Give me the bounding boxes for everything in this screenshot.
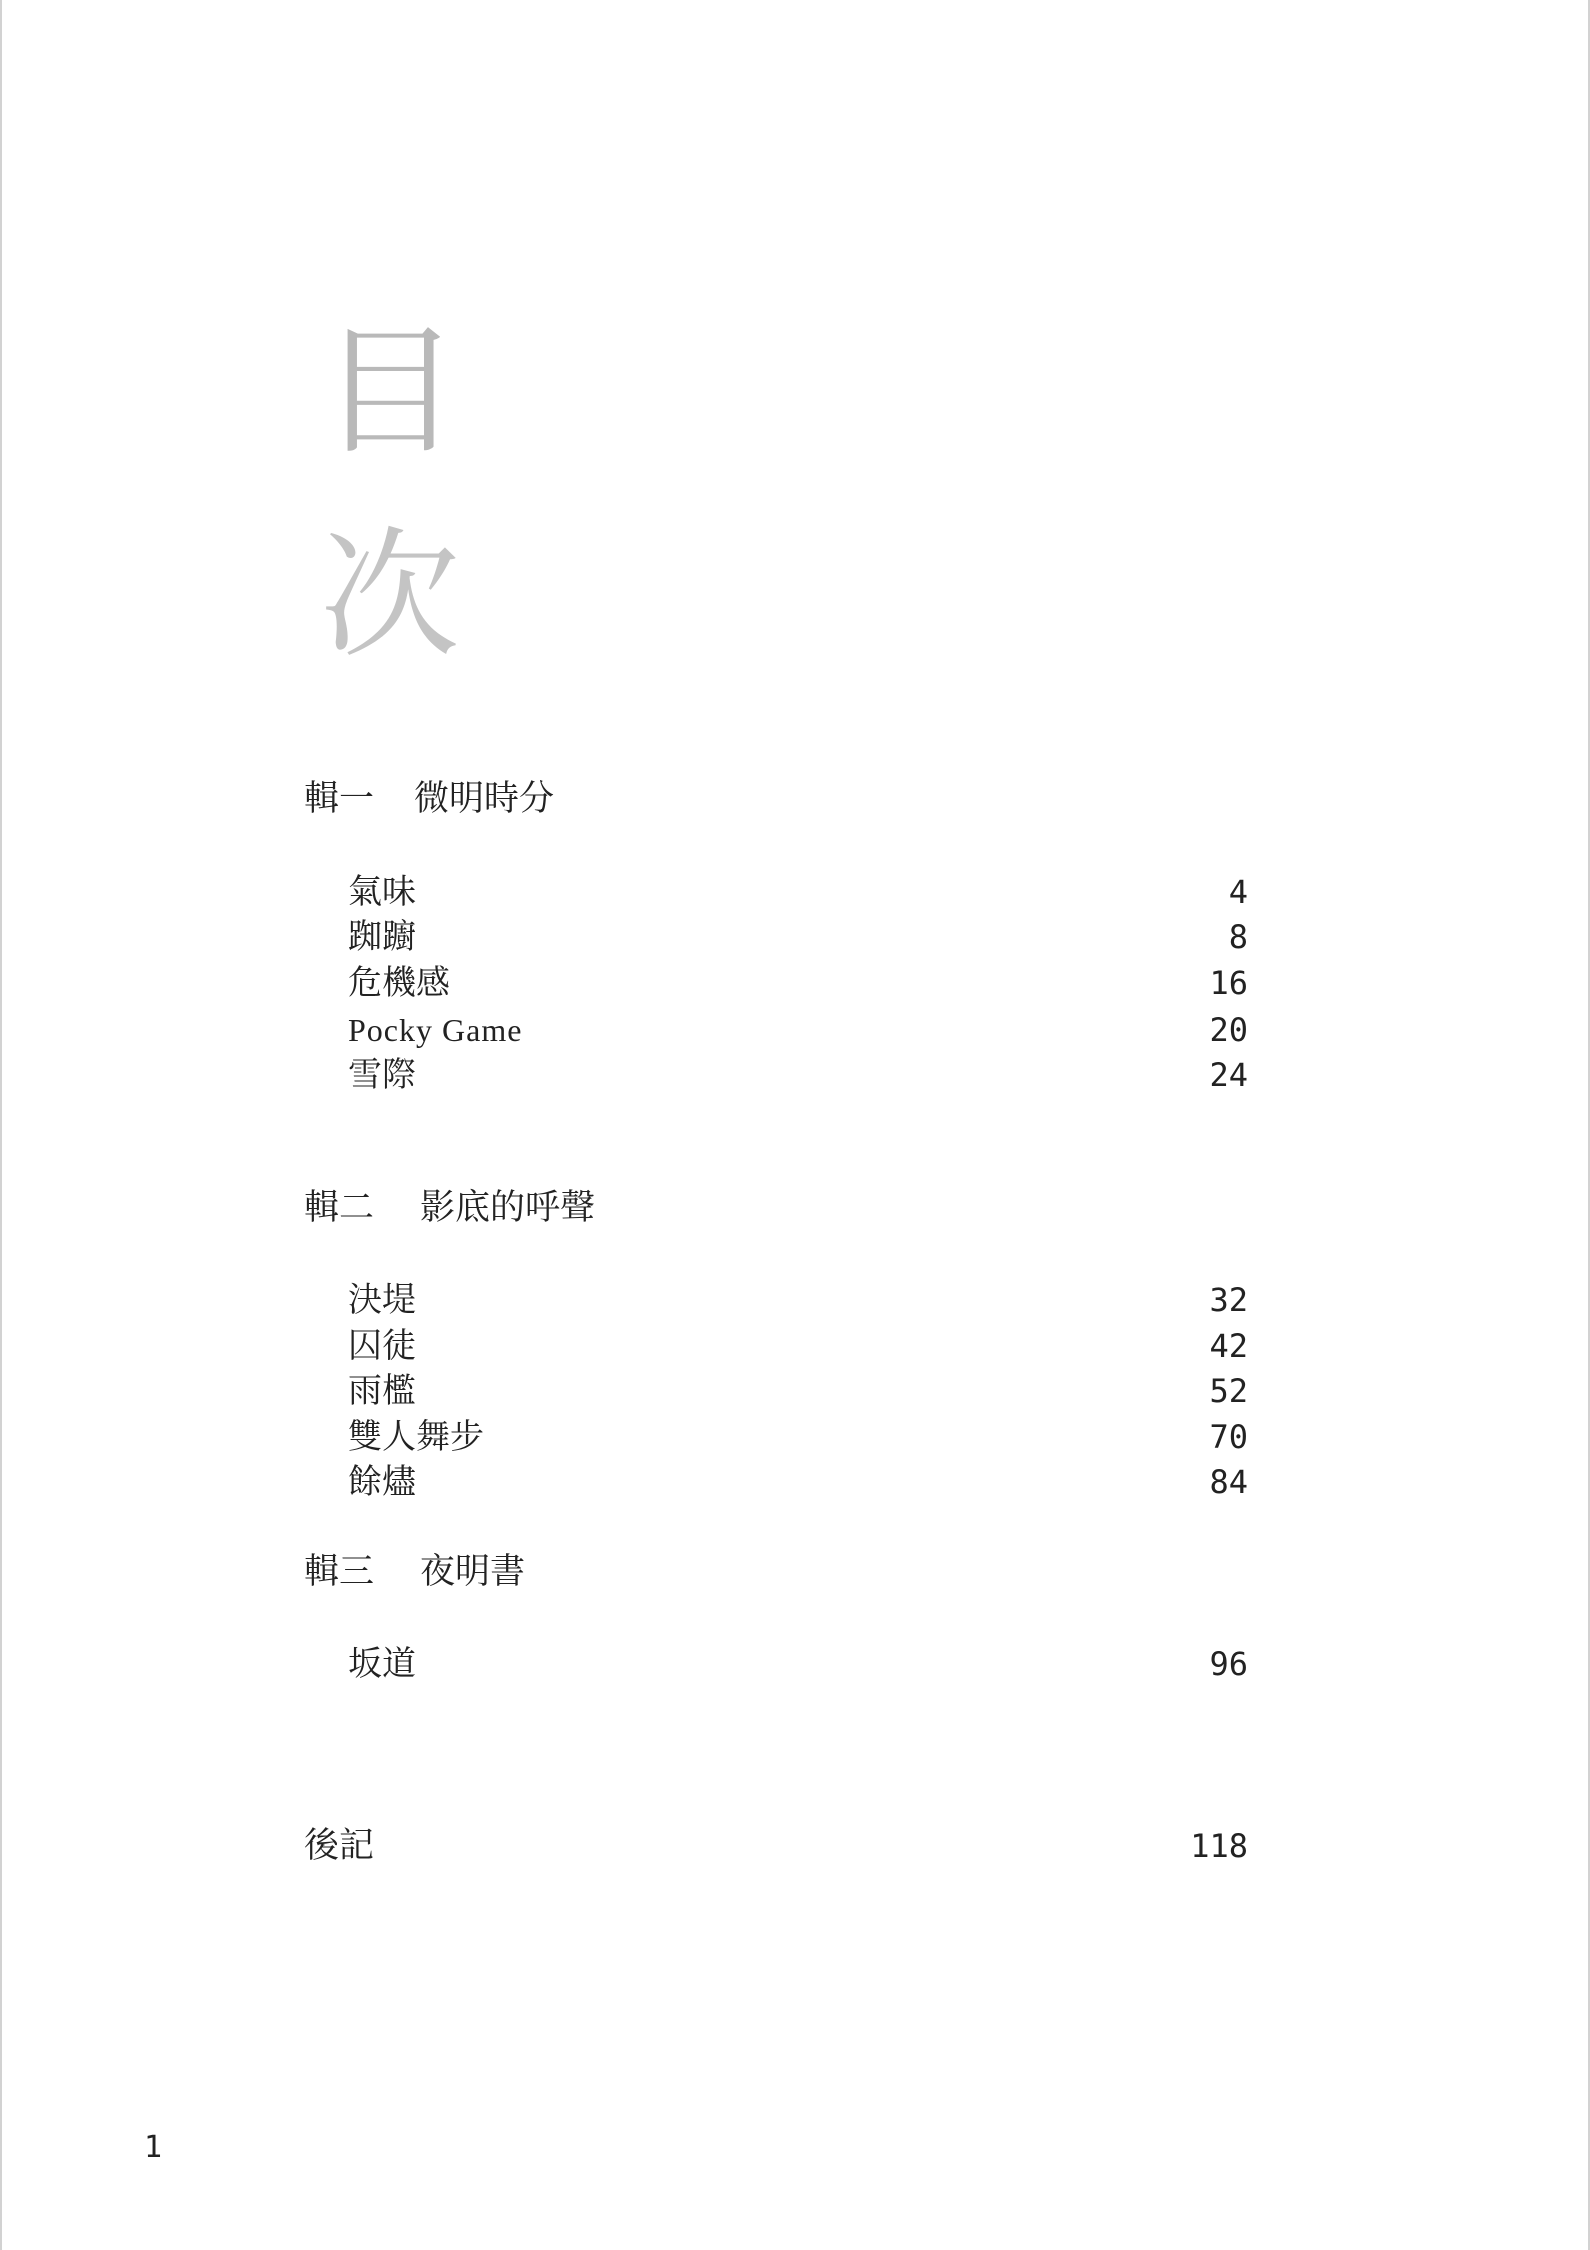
entry-title: 後記 [304, 1826, 375, 1866]
toc-entry[interactable] [348, 1324, 1248, 1368]
toc-entry[interactable] [348, 1460, 1248, 1504]
section-name: 微明時分 [414, 779, 555, 819]
entry-title: 決堤 [348, 1280, 416, 1320]
toc-title-char-2: 次 [320, 515, 461, 678]
entry-title: 雪際 [348, 1055, 416, 1095]
entry-title: Pocky Game [348, 1012, 523, 1048]
entry-title: 氣味 [348, 872, 416, 912]
entry-page: 70 [1209, 1418, 1248, 1456]
entry-title: 危機感 [348, 963, 450, 1003]
entry-page: 42 [1209, 1327, 1248, 1365]
entry-page: 96 [1209, 1645, 1248, 1683]
toc-entry[interactable] [348, 1642, 1248, 1686]
toc-entry[interactable] [348, 961, 1248, 1005]
entry-page: 32 [1209, 1281, 1248, 1319]
entry-page: 20 [1209, 1011, 1248, 1049]
entry-page: 8 [1228, 918, 1248, 956]
section-label: 輯一 [304, 779, 375, 819]
entry-title: 雙人舞步 [348, 1417, 484, 1457]
toc-entry[interactable] [348, 915, 1248, 959]
toc-entry[interactable] [348, 870, 1248, 914]
entry-title: 囚徒 [348, 1326, 416, 1366]
section-heading-2 [304, 1186, 595, 1230]
entry-title: 坂道 [348, 1644, 416, 1684]
entry-page: 84 [1209, 1463, 1248, 1501]
toc-entry[interactable] [348, 1415, 1248, 1459]
toc-title-char-1: 目 [320, 311, 461, 474]
section-label: 輯三 [304, 1552, 375, 1592]
section-label: 輯二 [304, 1188, 375, 1228]
section-name: 夜明書 [420, 1552, 526, 1592]
section-name: 影底的呼聲 [420, 1188, 596, 1228]
entry-page: 118 [1190, 1827, 1248, 1865]
entry-page: 24 [1209, 1056, 1248, 1094]
toc-entry[interactable] [348, 1369, 1248, 1413]
page-number: 1 [144, 2130, 163, 2165]
entry-page: 4 [1228, 873, 1248, 911]
entry-page: 16 [1209, 964, 1248, 1002]
toc-entry[interactable] [348, 1278, 1248, 1322]
entry-title: 雨檻 [348, 1371, 416, 1411]
entry-title: 餘燼 [348, 1462, 416, 1502]
entry-title: 踟躕 [348, 917, 416, 957]
section-heading-3 [304, 1550, 525, 1594]
toc-entry[interactable] [348, 1008, 1248, 1052]
toc-entry[interactable] [348, 1053, 1248, 1097]
entry-page: 52 [1209, 1372, 1248, 1410]
toc-afterword[interactable] [304, 1824, 1248, 1868]
section-heading-1 [304, 777, 554, 821]
